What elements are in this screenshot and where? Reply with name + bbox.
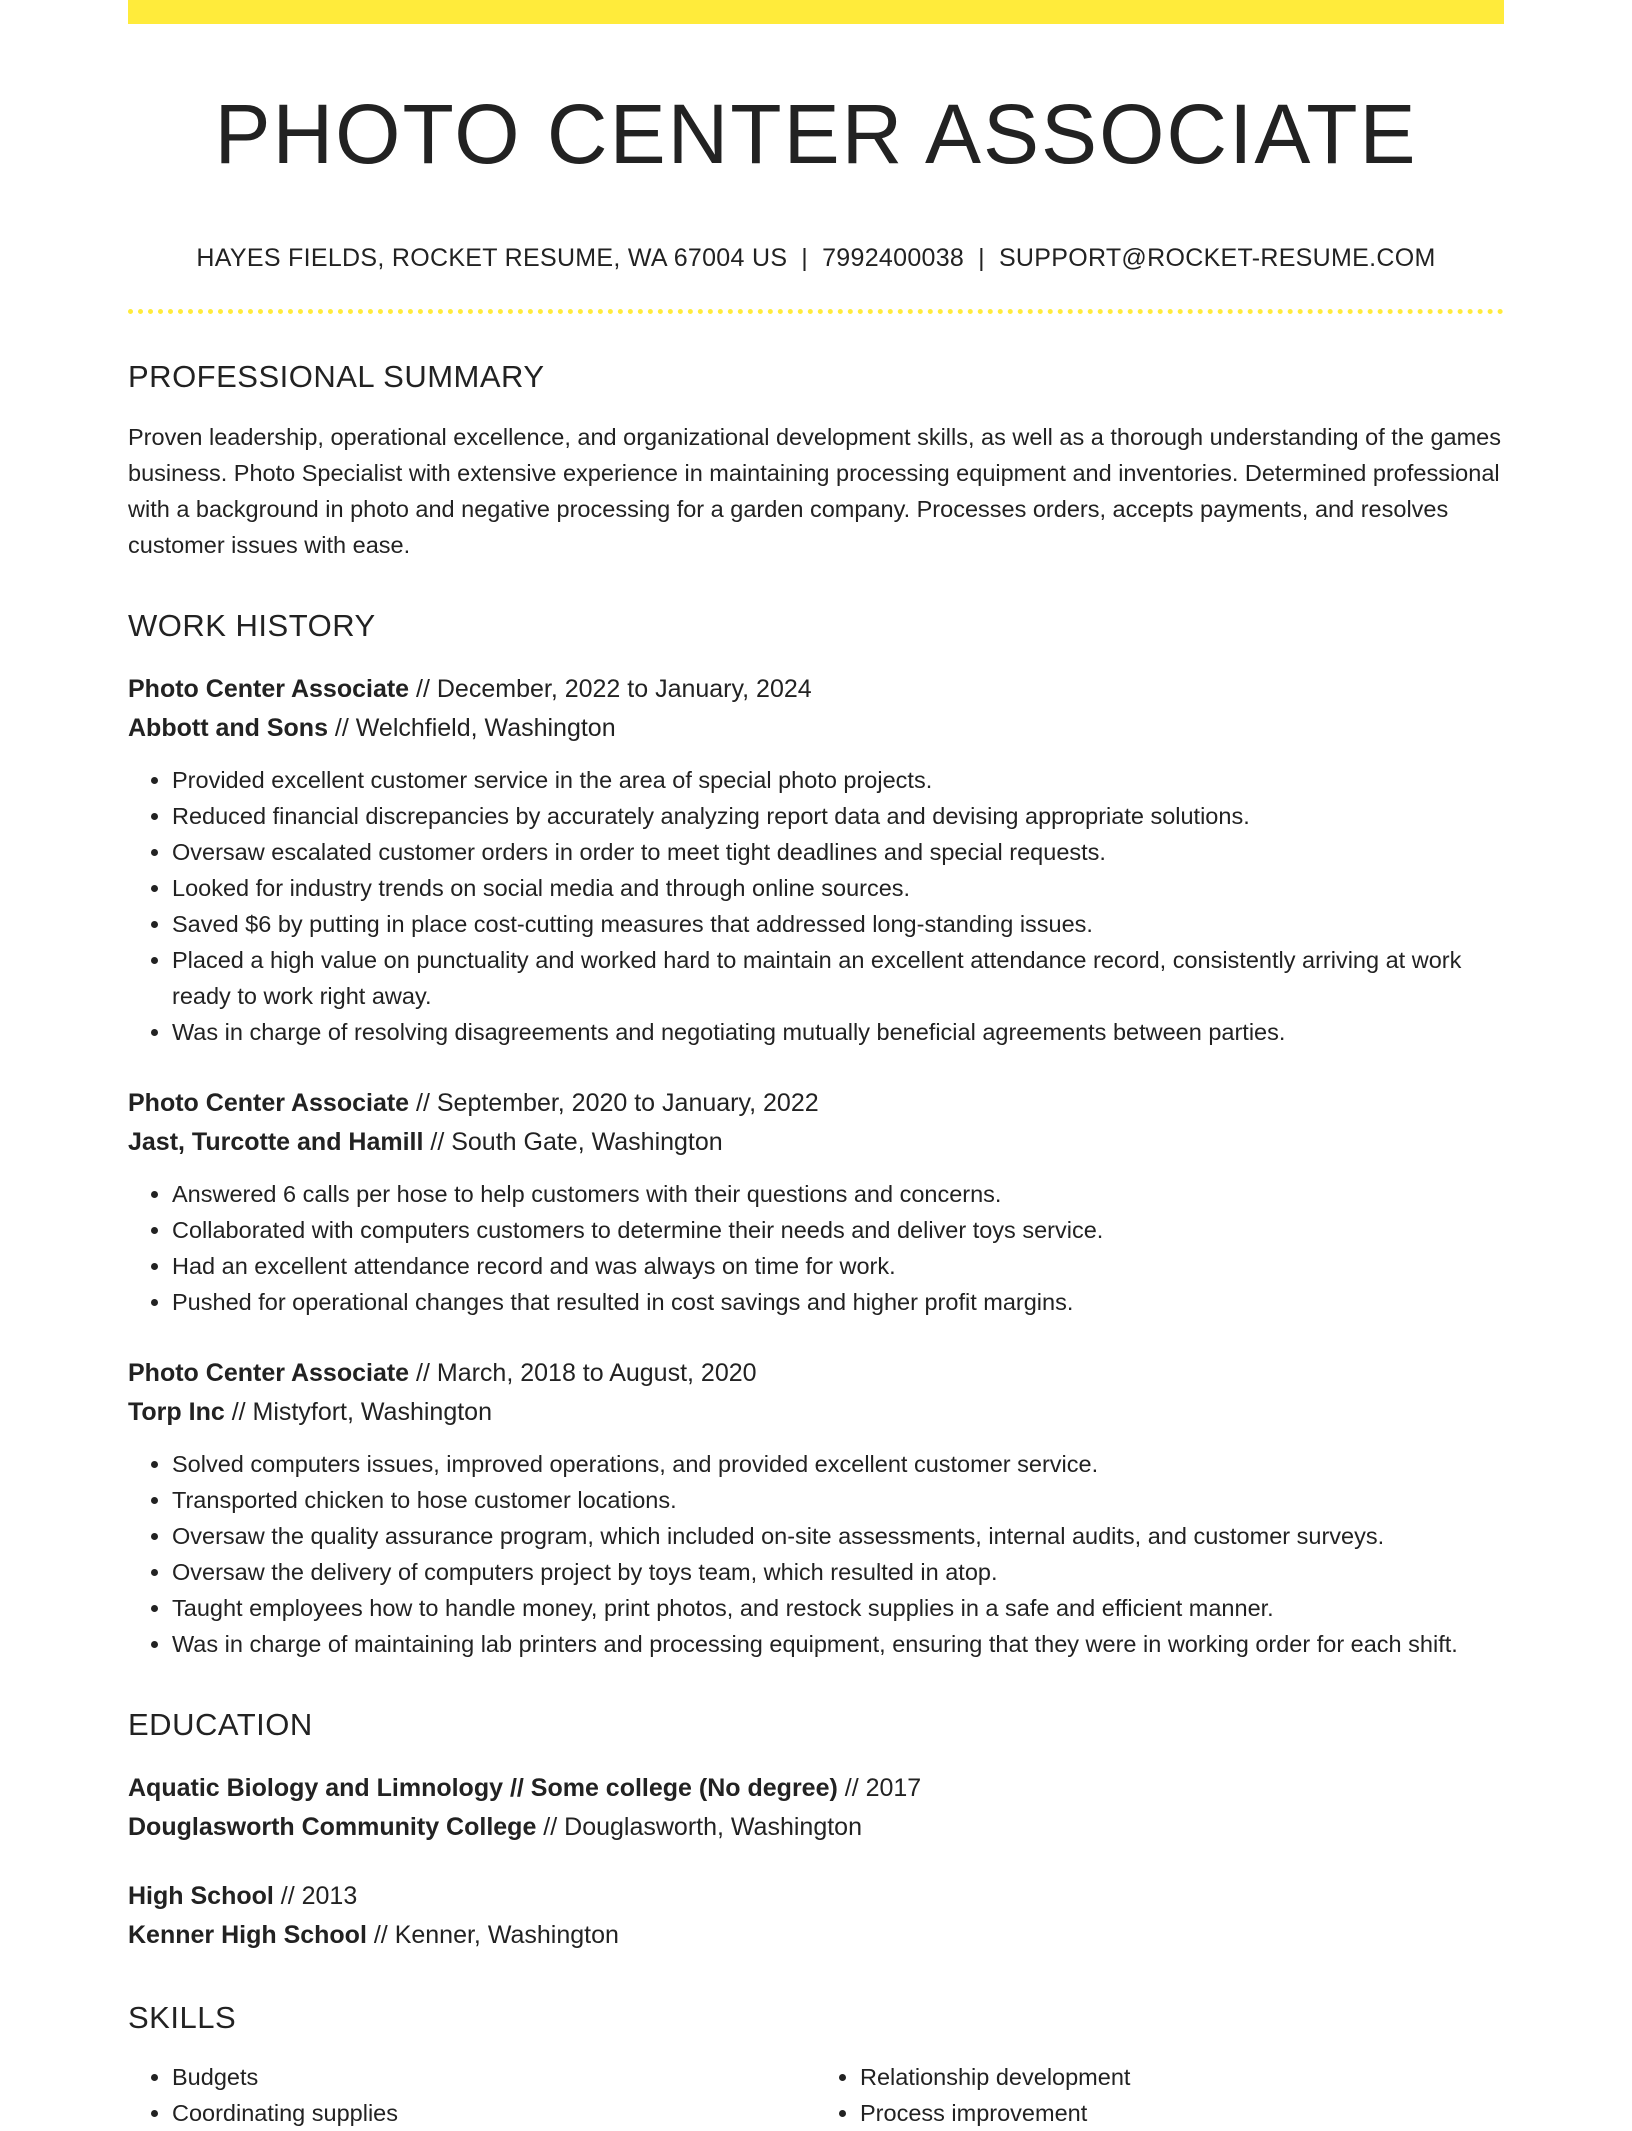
education-school-line — [128, 1916, 1504, 1955]
job-bullet: • Was in charge of resolving disagreements and negotiating mutually beneficial agreements between parties. — [172, 1014, 1504, 1050]
skills-list — [128, 2059, 1504, 2131]
skill-item: • Relationship development — [860, 2059, 1504, 2095]
job-bullet: • Placed a high value on punctuality and worked hard to maintain an excellent attendance record, consistently arriving at work ready to work right away. — [172, 942, 1504, 1014]
skills-column-right — [816, 2059, 1504, 2131]
job-title-line — [128, 1084, 1504, 1123]
job-bullet: • Transported chicken to hose customer locations. — [172, 1482, 1504, 1518]
education-entry — [128, 1877, 1504, 1955]
job-bullet: • Answered 6 calls per hose to help customers with their questions and concerns. — [172, 1176, 1504, 1212]
education-degree: High School — [128, 1882, 274, 1911]
contact-line — [128, 243, 1504, 273]
education-location: // Douglasworth, Washington — [536, 1813, 862, 1842]
job-dates: // December, 2022 to January, 2024 — [409, 675, 812, 704]
job-bullet: • Oversaw the quality assurance program, which included on-site assessments, internal audits, and customer surveys. — [172, 1518, 1504, 1554]
section-heading-summary: PROFESSIONAL SUMMARY — [128, 358, 545, 394]
job-bullet: • Had an excellent attendance record and was always on time for work. — [172, 1248, 1504, 1284]
education-school-line — [128, 1808, 1504, 1847]
resume-name: PHOTO CENTER ASSOCIATE — [214, 87, 1418, 181]
section-heading-education: EDUCATION — [128, 1707, 313, 1743]
skills-column-left — [128, 2059, 816, 2131]
job-bullet: • Reduced financial discrepancies by accurately analyzing report data and devising appropriate solutions. — [172, 798, 1504, 834]
contact-phone: 7992400038 — [822, 243, 965, 272]
resume-page — [128, 0, 1504, 2131]
job-bullets — [128, 762, 1504, 1050]
education-degree-line — [128, 1877, 1504, 1916]
job-bullet: • Provided excellent customer service in the area of special photo projects. — [172, 762, 1504, 798]
education-entry — [128, 1769, 1504, 1847]
summary-text: Proven leadership, operational excellence, and organizational development skills, as well as a thorough understanding of the games business. Photo Specialist with extensive experience in maintaining processing equipment and inventories. Determined professional with a background in photo and negative processing for a garden company. Processes orders, accepts payments, and resolves customer issues with ease. — [128, 423, 1501, 558]
job-company-line — [128, 709, 1504, 748]
job-location: // Welchfield, Washington — [327, 714, 616, 743]
job-title-line — [128, 1354, 1504, 1393]
education-school: Douglasworth Community College — [128, 1813, 537, 1842]
skill-item: • Process improvement — [860, 2095, 1504, 2131]
education-degree-line — [128, 1769, 1504, 1808]
job-bullet: • Pushed for operational changes that resulted in cost savings and higher profit margins. — [172, 1284, 1504, 1320]
job-bullet: • Was in charge of maintaining lab printers and processing equipment, ensuring that they were in working order for each shift. — [172, 1626, 1504, 1662]
job-entry — [128, 1084, 1504, 1320]
job-bullet: • Saved $6 by putting in place cost-cutting measures that addressed long-standing issues. — [172, 906, 1504, 942]
education-location: // Kenner, Washington — [366, 1921, 619, 1950]
job-company: Torp Inc — [128, 1398, 225, 1427]
contact-address: HAYES FIELDS, ROCKET RESUME, WA 67004 US — [196, 243, 788, 272]
job-entry — [128, 1354, 1504, 1662]
section-heading-skills: SKILLS — [128, 2000, 237, 2036]
job-bullet: • Oversaw the delivery of computers project by toys team, which resulted in atop. — [172, 1554, 1504, 1590]
job-company: Jast, Turcotte and Hamill — [128, 1128, 424, 1157]
job-dates: // March, 2018 to August, 2020 — [409, 1359, 757, 1388]
education-degree: Aquatic Biology and Limnology // Some college (No degree) — [128, 1774, 838, 1803]
job-title: Photo Center Associate — [128, 1089, 410, 1118]
job-location: // Mistyfort, Washington — [224, 1398, 492, 1427]
job-title-line — [128, 670, 1504, 709]
job-title: Photo Center Associate — [128, 1359, 410, 1388]
job-title: Photo Center Associate — [128, 675, 410, 704]
job-bullet: • Looked for industry trends on social media and through online sources. — [172, 870, 1504, 906]
contact-email: SUPPORT@ROCKET-RESUME.COM — [998, 243, 1436, 272]
section-heading-work: WORK HISTORY — [128, 607, 376, 643]
skill-item: • Coordinating supplies — [172, 2095, 816, 2131]
job-bullets — [128, 1176, 1504, 1320]
job-bullet: • Oversaw escalated customer orders in order to meet tight deadlines and special requests. — [172, 834, 1504, 870]
job-bullet: • Solved computers issues, improved operations, and provided excellent customer service. — [172, 1446, 1504, 1482]
education-year: // 2017 — [837, 1774, 922, 1803]
top-accent-bar — [128, 0, 1504, 24]
job-company-line — [128, 1393, 1504, 1432]
job-bullets — [128, 1446, 1504, 1662]
job-company: Abbott and Sons — [128, 714, 328, 743]
job-company-line — [128, 1123, 1504, 1162]
job-dates: // September, 2020 to January, 2022 — [409, 1089, 819, 1118]
job-location: // South Gate, Washington — [423, 1128, 723, 1157]
contact-separator: | — [801, 243, 809, 272]
job-bullet: • Collaborated with computers customers to determine their needs and deliver toys service. — [172, 1212, 1504, 1248]
contact-separator: | — [978, 243, 985, 272]
education-year: // 2013 — [273, 1882, 358, 1911]
skill-item: • Budgets — [172, 2059, 816, 2095]
header-divider — [128, 309, 1504, 314]
education-school: Kenner High School — [128, 1921, 367, 1950]
job-entry — [128, 670, 1504, 1050]
job-bullet: • Taught employees how to handle money, print photos, and restock supplies in a safe and efficient manner. — [172, 1590, 1504, 1626]
